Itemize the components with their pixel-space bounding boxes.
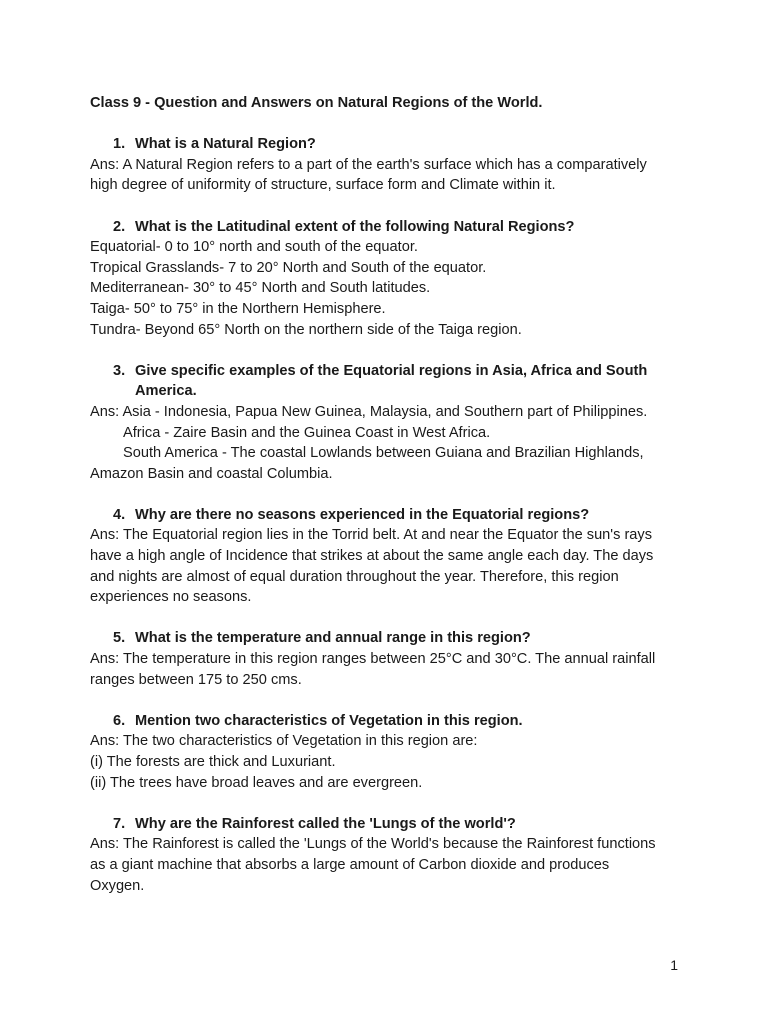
answer-line: Africa - Zaire Basin and the Guinea Coast in West Africa.: [123, 424, 491, 441]
question-text: What is the temperature and annual range in this region?: [135, 630, 531, 647]
question-number: 1.: [113, 136, 126, 153]
answer-line: (i) The forests are thick and Luxuriant.: [90, 754, 336, 770]
page-number: 1: [670, 957, 678, 973]
answer-line: Ans: The Rainforest is called the 'Lungs of the World's because the Rainforest functions: [90, 836, 656, 853]
question-number: 4.: [113, 506, 126, 523]
answer-line: Equatorial- 0 to 10° north and south of the equator.: [90, 239, 418, 256]
question-text: Why are there no seasons experienced in the Equatorial regions?: [135, 506, 590, 523]
answer-line: Amazon Basin and coastal Columbia.: [90, 465, 333, 482]
document-title: Class 9 - Question and Answers on Natural Regions of the World.: [90, 95, 543, 111]
answer-line: Tropical Grasslands- 7 to 20° North and South of the equator.: [90, 259, 487, 276]
question-1: [90, 134, 690, 155]
answer-line: Ans: The Equatorial region lies in the Torrid belt. At and near the Equator the sun's rays: [90, 527, 653, 544]
answer-line: South America - The coastal Lowlands between Guiana and Brazilian Highlands,: [123, 445, 644, 462]
question-number: 7.: [113, 815, 126, 832]
question-text: Give specific examples of the Equatorial regions in Asia, Africa and South America.: [135, 362, 648, 400]
question-text: What is the Latitudinal extent of the following Natural Regions?: [135, 218, 575, 235]
answer-line: Ans: Asia - Indonesia, Papua New Guinea, Malaysia, and Southern part of Philippines.: [90, 403, 648, 420]
answer-line: Ans: A Natural Region refers to a part of the earth's surface which has a comparatively: [90, 156, 647, 173]
question-text: What is a Natural Region?: [135, 136, 316, 153]
question-number: 2.: [113, 218, 126, 235]
question-2: [90, 217, 690, 238]
document-page: [90, 93, 690, 896]
question-number: 5.: [113, 630, 126, 647]
answer-line: experiences no seasons.: [90, 589, 252, 606]
question-text: Mention two characteristics of Vegetation in this region.: [135, 712, 523, 729]
answer-line: as a giant machine that absorbs a large amount of Carbon dioxide and produces: [90, 856, 610, 873]
answer-line: Tundra- Beyond 65° North on the northern side of the Taiga region.: [90, 321, 522, 338]
answer-line: Ans: The two characteristics of Vegetation in this region are:: [90, 733, 478, 750]
answer-line: Taiga- 50° to 75° in the Northern Hemisphere.: [90, 300, 386, 317]
question-6: [90, 711, 690, 732]
question-4: [90, 505, 690, 526]
question-7: [90, 814, 690, 835]
question-5: [90, 628, 690, 649]
question-number: 3.: [113, 362, 126, 379]
answer-line: Mediterranean- 30° to 45° North and South latitudes.: [90, 280, 431, 297]
answer-line: high degree of uniformity of structure, surface form and Climate within it.: [90, 177, 556, 194]
answer-line: ranges between 175 to 250 cms.: [90, 671, 302, 688]
question-3: [90, 361, 690, 402]
answer-line: have a high angle of Incidence that strikes at about the same angle each day. The days: [90, 548, 654, 565]
answer-line: and nights are almost of equal duration throughout the year. Therefore, this region: [90, 568, 619, 585]
question-number: 6.: [113, 712, 126, 729]
answer-line: (ii) The trees have broad leaves and are evergreen.: [90, 774, 423, 791]
question-text: Why are the Rainforest called the 'Lungs of the world'?: [135, 815, 516, 832]
answer-line: Oxygen.: [90, 877, 145, 894]
answer-line: Ans: The temperature in this region ranges between 25°C and 30°C. The annual rainfall: [90, 651, 656, 668]
